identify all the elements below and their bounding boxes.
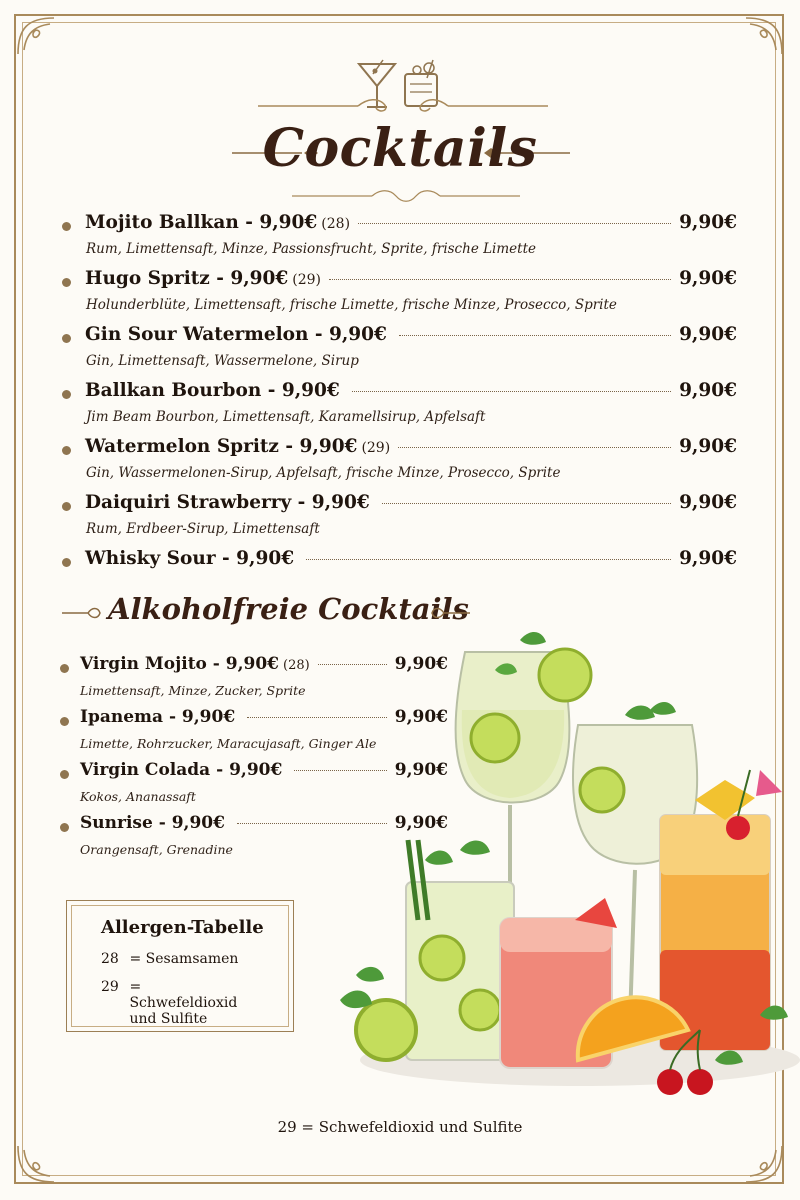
item-name: Sunrise - 9,90€ bbox=[80, 813, 225, 833]
allergen-number: 29 bbox=[101, 979, 119, 995]
corner-ornament-icon bbox=[740, 1140, 786, 1186]
allergen-entry bbox=[101, 951, 238, 967]
top-flourish-icon bbox=[258, 94, 548, 114]
item-description: Gin, Limettensaft, Wassermelone, Sirup bbox=[86, 353, 359, 369]
item-name: Ipanema - 9,90€ bbox=[80, 707, 236, 727]
item-price: 9,90€ bbox=[394, 707, 448, 727]
item-name: Virgin Colada - 9,90€ bbox=[80, 760, 283, 780]
item-price: 9,90€ bbox=[679, 492, 737, 513]
item-description: Gin, Wassermelonen-Sirup, Apfelsaft, frische Minze, Prosecco, Sprite bbox=[86, 465, 561, 481]
menu-item bbox=[62, 268, 737, 313]
item-name: Gin Sour Watermelon - 9,90€ bbox=[85, 324, 387, 345]
corner-ornament-icon bbox=[740, 14, 786, 60]
item-allergen: (29) bbox=[361, 440, 391, 456]
item-description: Rum, Erdbeer-Sirup, Limettensaft bbox=[86, 521, 320, 537]
bullet-icon bbox=[60, 717, 69, 726]
bullet-icon bbox=[62, 222, 71, 231]
footer-note: 29 = Schwefeldioxid und Sulfite bbox=[277, 1118, 523, 1136]
item-name: Watermelon Spritz - 9,90€ bbox=[85, 436, 358, 457]
dot-leader bbox=[358, 223, 671, 224]
bullet-icon bbox=[62, 390, 71, 399]
dot-leader bbox=[399, 335, 671, 336]
subtitle-right-flourish-icon bbox=[428, 606, 472, 620]
subtitle-left-flourish-icon bbox=[60, 606, 104, 620]
item-price: 9,90€ bbox=[679, 268, 737, 289]
item-price: 9,90€ bbox=[679, 548, 737, 569]
item-price: 9,90€ bbox=[679, 380, 737, 401]
dot-leader bbox=[352, 391, 671, 392]
menu-item bbox=[62, 492, 737, 537]
allergen-text: = Schwefeldioxid und Sulfite bbox=[129, 979, 238, 1027]
item-name: Mojito Ballkan - 9,90€ bbox=[85, 212, 318, 233]
corner-ornament-icon bbox=[14, 1140, 60, 1186]
item-price: 9,90€ bbox=[679, 212, 737, 233]
item-name: Whisky Sour - 9,90€ bbox=[85, 548, 295, 569]
cocktail-drinks-illustration bbox=[320, 620, 800, 1120]
item-description: Rum, Limettensaft, Minze, Passionsfrucht, Sprite, frische Limette bbox=[86, 241, 537, 257]
item-name: Virgin Mojito - 9,90€ bbox=[80, 654, 280, 674]
bullet-icon bbox=[62, 278, 71, 287]
item-allergen: (28) bbox=[283, 658, 310, 673]
dot-leader bbox=[382, 503, 671, 504]
bullet-icon bbox=[62, 502, 71, 511]
item-allergen: (29) bbox=[292, 272, 322, 288]
item-price: 9,90€ bbox=[394, 654, 448, 674]
bullet-icon bbox=[62, 446, 71, 455]
item-description: Jim Beam Bourbon, Limettensaft, Karamellsirup, Apfelsaft bbox=[86, 409, 486, 425]
corner-ornament-icon bbox=[14, 14, 60, 60]
menu-item bbox=[62, 324, 737, 369]
item-description: Orangensaft, Grenadine bbox=[80, 842, 233, 857]
bullet-icon bbox=[60, 823, 69, 832]
item-description: Kokos, Ananassaft bbox=[80, 789, 196, 804]
dot-leader bbox=[306, 559, 671, 560]
item-description: Limette, Rohrzucker, Maracujasaft, Ginger Ale bbox=[80, 736, 377, 751]
menu-item bbox=[62, 548, 737, 576]
item-name: Hugo Spritz - 9,90€ bbox=[85, 268, 289, 289]
dot-leader bbox=[329, 279, 671, 280]
menu-item bbox=[62, 212, 737, 257]
cocktail-menu bbox=[62, 212, 737, 587]
bullet-icon bbox=[62, 558, 71, 567]
allergen-table-title: Allergen-Tabelle bbox=[101, 917, 264, 938]
dot-leader bbox=[398, 447, 671, 448]
item-price: 9,90€ bbox=[679, 324, 737, 345]
item-price: 9,90€ bbox=[394, 760, 448, 780]
menu-item bbox=[62, 380, 737, 425]
page-title: Cocktails bbox=[262, 118, 538, 179]
bullet-icon bbox=[60, 664, 69, 673]
item-description: Limettensaft, Minze, Zucker, Sprite bbox=[80, 683, 306, 698]
allergen-number: 28 bbox=[101, 951, 119, 967]
item-allergen: (28) bbox=[321, 216, 351, 232]
allergen-entry bbox=[101, 979, 249, 1027]
section-subtitle: Alkoholfreie Cocktails bbox=[108, 592, 469, 626]
item-price: 9,90€ bbox=[679, 436, 737, 457]
allergen-text: = Sesamsamen bbox=[129, 951, 239, 967]
allergen-table bbox=[66, 900, 294, 1032]
item-description: Holunderblüte, Limettensaft, frische Limette, frische Minze, Prosecco, Sprite bbox=[86, 297, 617, 313]
item-name: Ballkan Bourbon - 9,90€ bbox=[85, 380, 340, 401]
bullet-icon bbox=[62, 334, 71, 343]
title-underline-flourish-icon bbox=[292, 186, 520, 206]
bullet-icon bbox=[60, 770, 69, 779]
item-name: Daiquiri Strawberry - 9,90€ bbox=[85, 492, 370, 513]
item-price: 9,90€ bbox=[394, 813, 448, 833]
menu-item bbox=[62, 436, 737, 481]
